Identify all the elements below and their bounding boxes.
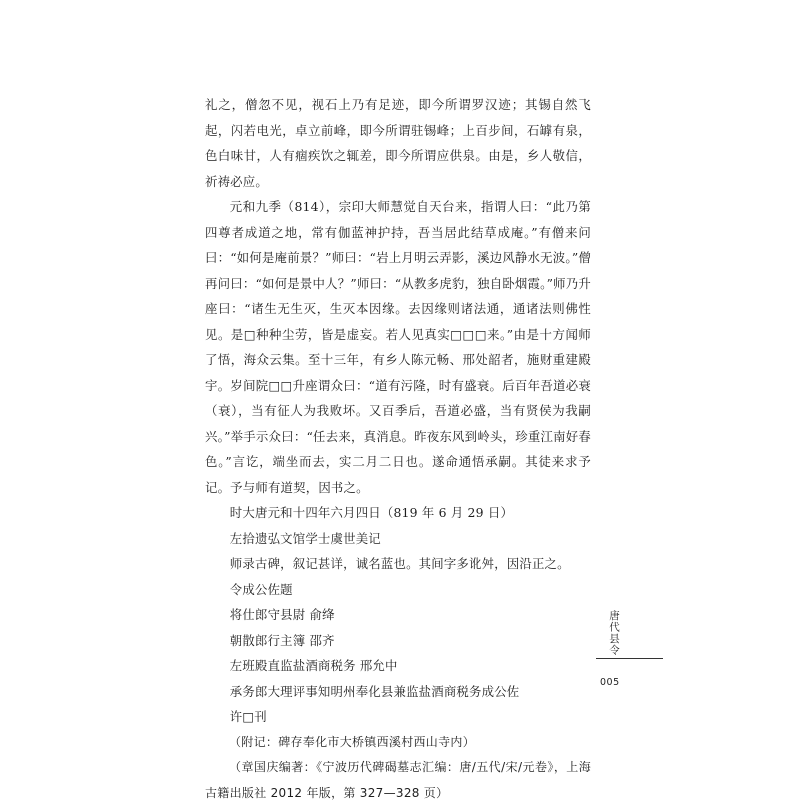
source-citation: （章国庆编著：《宁波历代碑碣墓志汇编：唐/五代/宋/元卷》，上海古籍出版社 2012 年版，第 327—328 页） xyxy=(205,760,591,800)
paragraph-2: 元和九季（814），宗印大师慧觉自天台来，指谓人曰：“此乃第四尊者成道之地，常有伽蓝神护持，吾当居此结草成庵。”有僧来问曰：“如何是庵前景？”师曰：“岩上月明云弄影，溪边风静水无波。”僧再问曰：“如何是景中人？”师曰：“从教多虎豹，独自卧烟霞。”师乃升座曰：“诸生无生灭，生灭本因缘。去因缘则诸法通，通诸法则佛性见。是□种种尘劳，皆是虚妄。若人见真实□□□来。”由是十方闻师了悟，海众云集。至十三年，有乡人陈元畅、邢处韶者，施财重建殿宇。岁间院□□升座谓众曰：“道有污隆，时有盛衰。后百年吾道必衰（衰），当有征人为我败坏。又百季后，吾道必盛，当有贤侯为我嗣兴。”举手示众曰：“任去来，真消息。昨夜东风到岭头，珍重江南好春色。”言讫，端坐而去，实二月二日也。遂命通悟承嗣。其徒来求予记。予与师有道契，因书之。 xyxy=(205,199,591,495)
appendix-note: （附记：碑存奉化市大桥镇西溪村西山寺内） xyxy=(229,734,476,749)
running-section-title: 唐代县令 xyxy=(608,610,620,656)
engraver-line: 许□刊 xyxy=(229,709,267,724)
author-line: 左拾遗弘文馆学士虞世美记 xyxy=(229,530,381,546)
official-line-3: 左班殿直监盐酒商税务 邢允中 xyxy=(229,658,398,673)
paragraph-1: 礼之，僧忽不见，视石上乃有足迹，即今所谓罗汉迹；其锡自然飞起，闪若电光，卓立前峰，即今所谓驻锡峰；上百步间，石罅有泉，色白味甘，人有痼疾饮之辄差，即今所谓应供泉。由是，乡人敬信，祈祷必应。 xyxy=(205,97,591,189)
section-divider-rule xyxy=(596,658,663,659)
official-line-4: 承务郎大理评事知明州奉化县兼监盐酒商税务成公佐 xyxy=(229,683,520,699)
date-line: 时大唐元和十四年六月四日（819 年 6 月 29 日） xyxy=(229,505,514,520)
recorder-note: 师录古碑，叙记甚详，诚名蓝也。其间字多讹舛，因沿正之。 xyxy=(229,556,570,571)
main-text xyxy=(205,92,591,806)
official-line-2: 朝散郎行主簿 邵齐 xyxy=(229,632,335,648)
title-line: 令成公佐题 xyxy=(229,581,293,597)
page-number: 005 xyxy=(600,677,620,688)
official-line-1: 将仕郎守县尉 俞绛 xyxy=(229,607,335,622)
